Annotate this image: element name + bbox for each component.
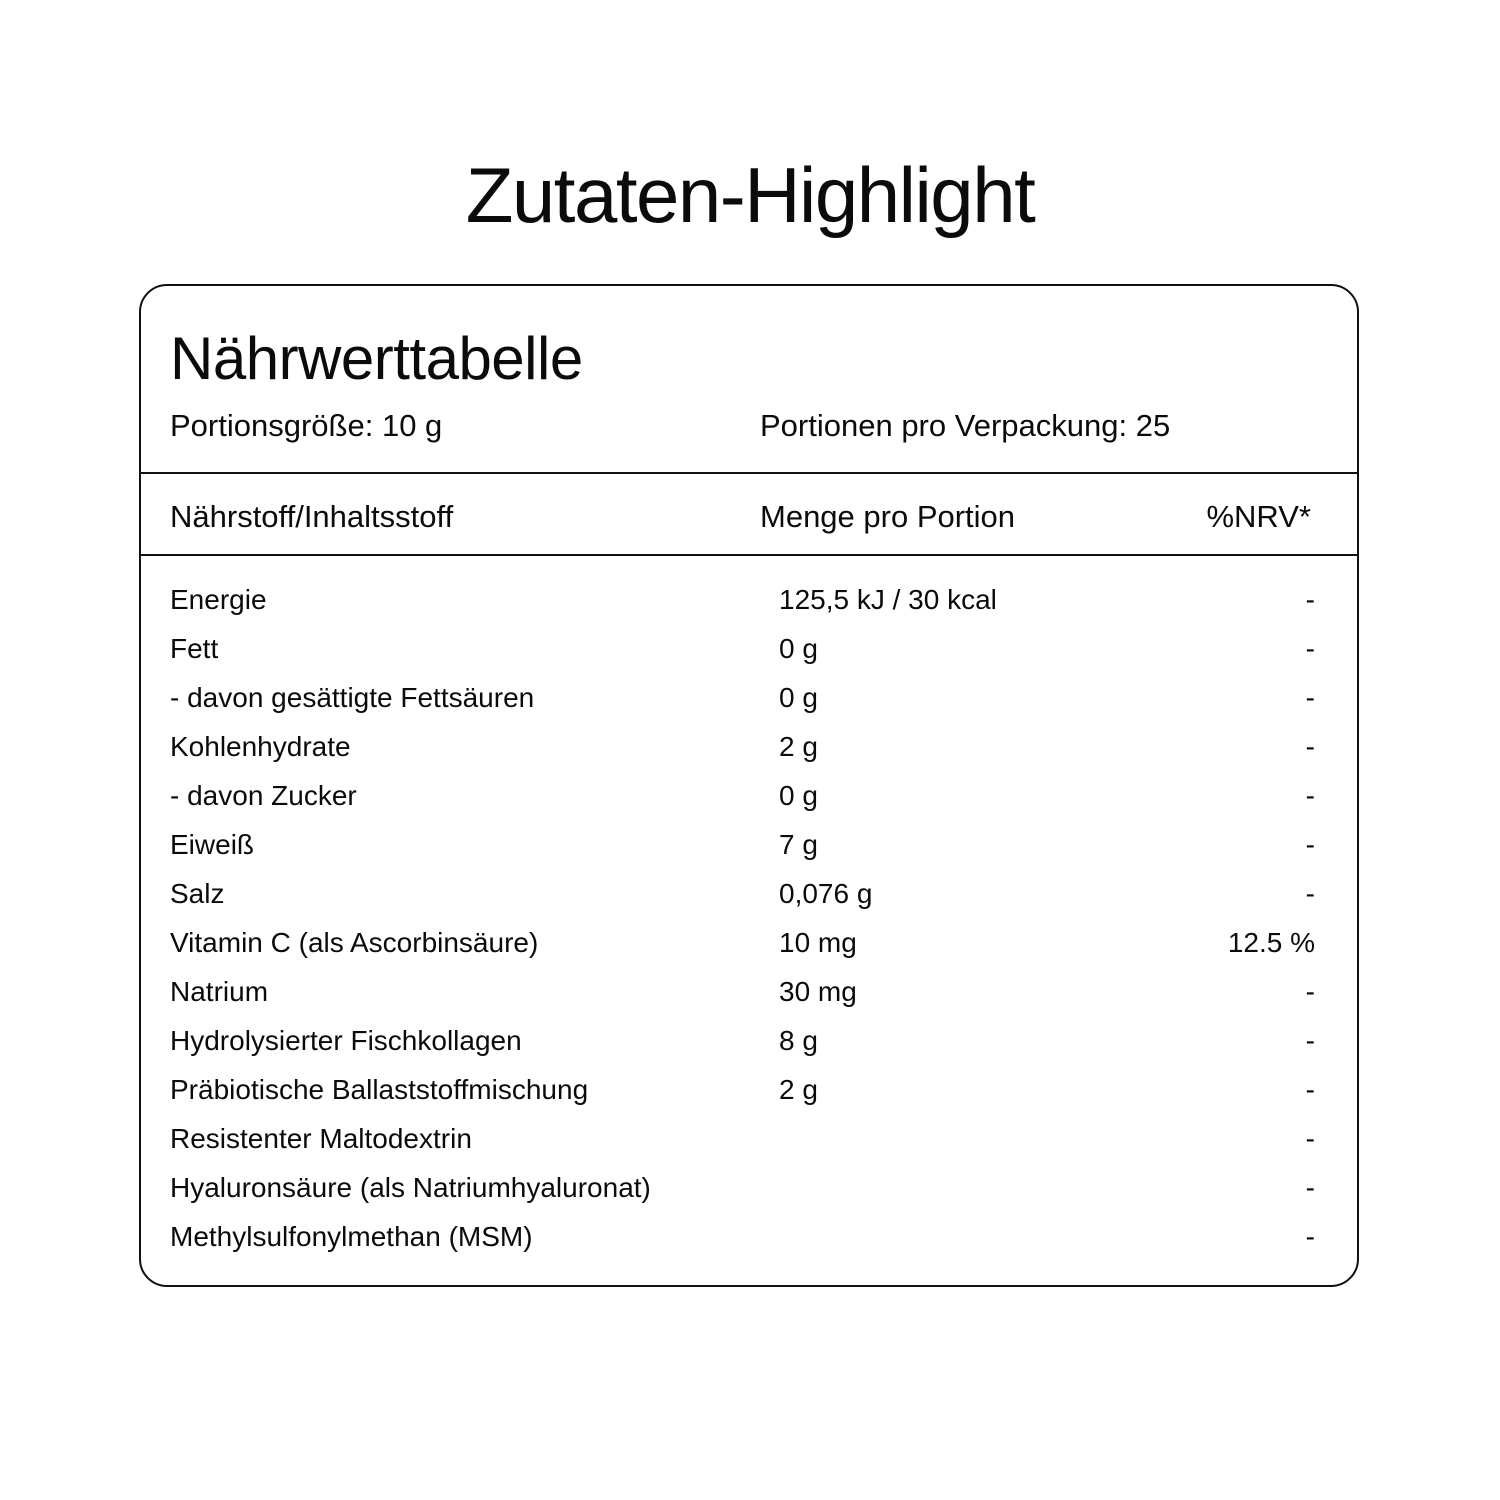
nutrient-nrv: - [1305,1221,1315,1252]
nutrient-name: Fett [170,633,219,664]
nutrient-amount: 0,076 g [779,878,873,909]
table-row [141,923,1357,972]
nutrient-amount: 0 g [779,633,818,664]
nutrient-name: Eiweiß [170,829,255,860]
nutrient-amount: 10 mg [779,927,857,958]
table-row [141,972,1357,1021]
nutrient-name: - davon gesättigte Fettsäuren [170,682,535,713]
table-row [141,1217,1357,1266]
serving-size-label: Portionsgröße: [170,408,374,443]
nutrient-nrv: 12.5 % [1227,927,1315,958]
nutrient-amount: 0 g [779,780,818,811]
nutrient-name: Energie [170,584,267,615]
servings-per-package-value: 25 [1135,408,1171,443]
nutrient-nrv: - [1305,829,1315,860]
nutrient-name: - davon Zucker [170,780,357,811]
nutrient-nrv: - [1305,633,1315,664]
servings-per-package-label: Portionen pro Verpackung: [760,408,1128,443]
nutrient-nrv: - [1305,584,1315,615]
table-row [141,1168,1357,1217]
servings-per-package [760,406,1170,446]
nutrient-nrv: - [1305,682,1315,713]
nutrient-name: Kohlenhydrate [170,731,351,762]
nutrient-name: Methylsulfonylmethan (MSM) [170,1221,533,1252]
nutrient-nrv: - [1305,731,1315,762]
nutrient-nrv: - [1305,1123,1315,1154]
table-row [141,678,1357,727]
column-header-amount: Menge pro Portion [760,499,1016,534]
nutrient-nrv: - [1305,878,1315,909]
column-header-nrv: %NRV* [1206,499,1311,534]
table-row [141,580,1357,629]
nutrient-name: Präbiotische Ballaststoffmischung [170,1074,589,1105]
table-row [141,1119,1357,1168]
nutrient-name: Salz [170,878,225,909]
nutrient-name: Vitamin C (als Ascorbinsäure) [170,927,539,958]
nutrient-nrv: - [1305,780,1315,811]
table-row [141,825,1357,874]
table-row [141,1021,1357,1070]
table-row [141,1070,1357,1119]
page-title: Zutaten-Highlight [465,151,1035,239]
nutrient-name: Hyaluronsäure (als Natriumhyaluronat) [170,1172,651,1203]
nutrition-table-title: Nährwerttabelle [170,325,583,392]
column-header-nutrient: Nährstoff/Inhaltsstoff [170,499,454,534]
nutrient-name: Hydrolysierter Fischkollagen [170,1025,522,1056]
nutrient-nrv: - [1305,1074,1315,1105]
table-row [141,776,1357,825]
nutrient-name: Resistenter Maltodextrin [170,1123,472,1154]
nutrient-amount: 8 g [779,1025,818,1056]
column-header-divider [141,554,1357,556]
nutrient-name: Natrium [170,976,269,1007]
nutrient-amount: 30 mg [779,976,857,1007]
nutrient-amount: 0 g [779,682,818,713]
nutrition-table-card [139,284,1359,1287]
nutrient-amount: 2 g [779,1074,818,1105]
table-row [141,874,1357,923]
table-row [141,727,1357,776]
nutrient-rows [141,580,1357,1266]
nutrient-amount: 7 g [779,829,818,860]
table-row [141,629,1357,678]
serving-size [170,406,442,446]
nutrient-nrv: - [1305,1172,1315,1203]
nutrient-amount: 2 g [779,731,818,762]
nutrient-nrv: - [1305,1025,1315,1056]
nutrient-amount: 125,5 kJ / 30 kcal [779,584,997,615]
header-divider [141,472,1357,474]
nutrient-nrv: - [1305,976,1315,1007]
serving-size-value: 10 g [381,408,443,443]
